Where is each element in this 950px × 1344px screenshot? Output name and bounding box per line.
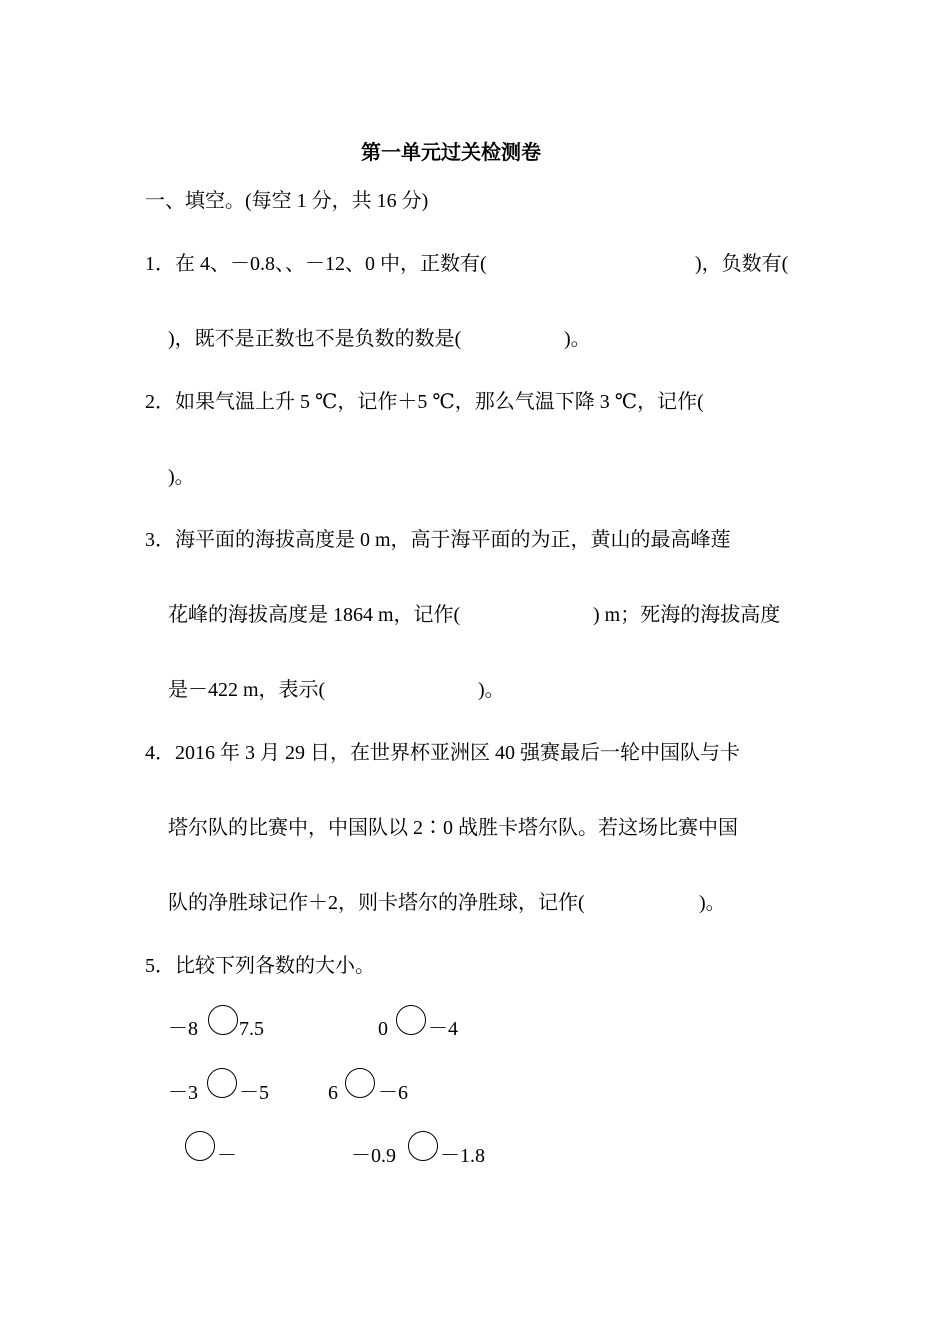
compare-left-2: 0 [378, 1018, 388, 1040]
q1-line1-start: 1．在 4、－0.8、、－12、0 中，正数有( [145, 253, 487, 275]
q2-line1: 2．如果气温上升 5 ℃，记作＋5 ℃，那么气温下降 3 ℃，记作( [145, 391, 704, 413]
compare-right-5: － [217, 1145, 237, 1167]
compare-blank-circle-1[interactable] [208, 1005, 238, 1035]
compare-right-2: －4 [428, 1018, 458, 1040]
q3-line3-start: 是－422 m，表示( [168, 679, 326, 701]
compare-left-1: －8 [168, 1018, 198, 1040]
compare-left-6: －0.9 [351, 1145, 396, 1167]
q3-line3-end: )。 [478, 679, 505, 701]
q2-line2: )。 [168, 466, 195, 488]
compare-blank-circle-2[interactable] [396, 1005, 426, 1035]
q3-line2-start: 花峰的海拔高度是 1864 m，记作( [168, 604, 461, 626]
compare-right-4: －6 [378, 1082, 408, 1104]
page-title: 第一单元过关检测卷 [361, 142, 541, 164]
q4-line3-end: )。 [699, 892, 726, 914]
q1-line1-end: )，负数有( [695, 253, 789, 275]
q3-line2-end: ) m；死海的海拔高度 [593, 604, 781, 626]
q1-line2-end: )。 [564, 328, 591, 350]
compare-right-3: －5 [239, 1082, 269, 1104]
compare-left-3: －3 [168, 1082, 198, 1104]
section-heading: 一、填空。(每空 1 分，共 16 分) [145, 190, 429, 212]
compare-blank-circle-6[interactable] [408, 1131, 438, 1161]
compare-right-1: 7.5 [239, 1018, 264, 1040]
q4-line2: 塔尔队的比赛中，中国队以 2∶0 战胜卡塔尔队。若这场比赛中国 [168, 817, 738, 839]
q3-line1: 3．海平面的海拔高度是 0 m，高于海平面的为正，黄山的最高峰莲 [145, 529, 731, 551]
q4-line1: 4．2016 年 3 月 29 日，在世界杯亚洲区 40 强赛最后一轮中国队与卡 [145, 742, 740, 764]
compare-blank-circle-3[interactable] [207, 1068, 237, 1098]
q5-prompt: 5．比较下列各数的大小。 [145, 955, 375, 977]
q4-line3-start: 队的净胜球记作＋2，则卡塔尔的净胜球，记作( [168, 892, 585, 914]
compare-right-6: －1.8 [440, 1145, 485, 1167]
compare-left-4: 6 [328, 1082, 338, 1104]
compare-blank-circle-5[interactable] [185, 1131, 215, 1161]
compare-blank-circle-4[interactable] [345, 1068, 375, 1098]
q1-line2-start: )，既不是正数也不是负数的数是( [168, 328, 462, 350]
